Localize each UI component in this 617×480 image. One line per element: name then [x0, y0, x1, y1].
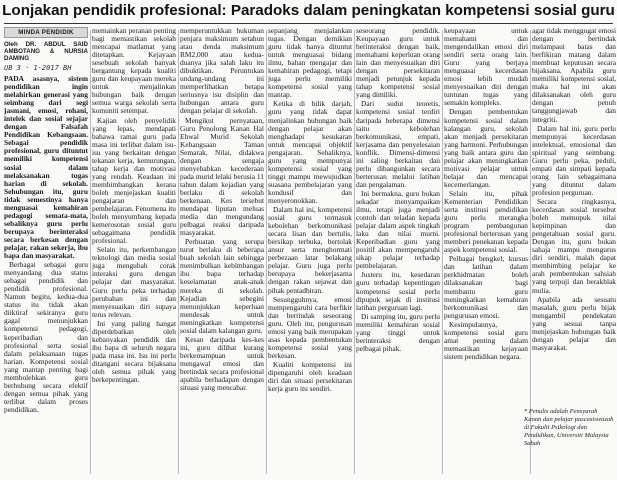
article-column-5: [356, 27, 440, 477]
article-column-7: [532, 27, 616, 403]
paragraph: Secara ringkasnya, kecerdasan sosial tersebut boleh memupuk nilai kepimpinan dan pengetahuan sosial guru. Dengan itu, guru bukan sahaja mampu mengurus diri sendiri, malah dapat membimbing pelajar ke arah pembentukan sahsiah yang terpuji dan berakhlak mulia.: [532, 196, 616, 295]
article-headline: Lonjakan pendidik profesional: Paradoks dalam peningkatan kompetensi sosial guru: [2, 2, 615, 19]
paragraph: Apabila ada sesuatu masalah, guru perlu bijak mengambil pendekatan yang sesuai tanpa menjejaskan hubungan baik dengan pelajar dan masyarakat.: [532, 294, 616, 352]
paragraph: Di samping itu, guru perlu memiliki kemahiran sosial yang tinggi untuk berinteraksi dengan pelbagai pihak.: [356, 311, 440, 353]
headline-rule: [4, 23, 613, 24]
paragraph: Ini bermakna, guru bukan sekadar menyampaikan ilmu, tetapi juga menjadi contoh dan teladan kepada pelajar dalam aspek tingkah laku dan nilai murni. Keperibadian guru yang positif akan mempengaruhi sikap pelajar terhadap pembelajaran.: [356, 188, 440, 271]
paragraph: Dari sudut teoretis, kompetensi sosial terdiri daripada beberapa dimensi iaitu kebolehan berkomunikasi, empati, kerjasama dan penyelesaian konflik. Dimensi-dimensi ini saling berkaitan dan perlu dibangunkan secara berterusan melalui latihan dan pengalaman.: [356, 99, 440, 189]
paragraph: memperuntukkan hukuman penjara maksimum setahun atau denda maksimum RM2,000 atau kedua-duanya jika salah laku itu dibuktikan. Peruntukan undang-undang ini memperlihatkan betapa seriusnya isu disiplin dan hubungan antara guru dengan pelajar di sekolah.: [180, 27, 264, 116]
paragraph: Selain itu, pihak Kementerian Pendidikan serta institusi pendidikan guru perlu merangka program pembangunan profesional berterusan yang memberi penekanan kepada aspek kompetensi sosial.: [444, 188, 528, 255]
paragraph: agar tidak menggugat emosi dengan bertindak melampaui batas dan berfikiran matang dalam membuat keputusan secara bijaksana. Apabila guru memiliki kompetensi sosial, maka hal ini akan dilaksanakan oleh guru dengan penuh tanggungjawab dan integriti.: [532, 27, 616, 124]
article-column-3: [180, 27, 264, 477]
paragraph: Kesan daripada kes-kes ini, guru dilihat kurang berkemampuan untuk mengawal emosi dan bertindak secara profesional apabila berhadapan dengan situasi yang mencabar.: [180, 334, 264, 393]
paragraph: Kualiti kompetensi ini dipengaruhi oleh keadaan diri dan situasi persekitaran kerja guru itu sendiri.: [268, 359, 352, 394]
column-divider: [90, 30, 91, 474]
paragraph: Dengan pembentukan kompetensi sosial dalam kalangan guru, sekolah akan menjadi persekitaran yang harmoni. Perhubungan yang baik antara guru dan pelajar akan meningkatkan motivasi pelajar untuk belajar dan mencapai kecemerlangan.: [444, 107, 528, 189]
article-column-2: [92, 27, 176, 477]
paragraph: Ini yang paling hangat diperdebatkan oleh kebanyakan pendidik dan ibu bapa di seluruh negara pada masa ini. Isu ini perlu ditangani secara bijaksana oleh semua pihak yang berkepentingan.: [92, 318, 176, 385]
author-bio: * Penulis adalah Pensyarah Kanan dan pelajar pascasiswazah di Fakulti Psikologi dan Pendidikan, Universiti Malaysia Sabah: [524, 408, 614, 448]
paragraph: seseorang pendidik. Keupayaan guru untuk berinteraksi dengan baik, memahami keperluan orang lain dan menyesuaikan diri dengan persekitaran menjadi petunjuk kepada tahap kompetensi sosial yang dimiliki.: [356, 27, 440, 100]
handwritten-date-note: UB 3 · 1·2017 BH: [4, 64, 72, 72]
column-divider: [266, 30, 267, 474]
paragraph: Ketika di bilik darjah, guru yang tidak dapat menjalinkan hubungan baik dengan pelajar akan menghadapi kesukaran untuk mencapai objektif pengajaran. Sebaliknya, guru yang mempunyai kompetensi sosial yang tinggi mampu mewujudkan suasana pembelajaran yang kondusif dan menyeronokkan.: [268, 99, 352, 205]
paragraph: Sesungguhnya, emosi mempengaruhi cara berfikir dan bertindak seseorang guru. Oleh itu, pengurusan emosi yang baik merupakan asas kepada pembentukan kompetensi sosial yang berkesan.: [268, 294, 352, 360]
paragraph: Berbagai sebagai guru menyandang dua status sebagai pendidik dan pendidik profesional. Namun begitu, kedua-dua status itu tidak akan diiktiraf sekiranya guru gagal menunjukkan kompetensi pedagogi, keperibadian dan profesional serta sosial dalam pelaksanaan tugas harian. Kompetensi sosial yang mantap penting bagi membolehkan guru berhubung secara efektif dengan semua pihak yang terlibat dalam proses pendidikan.: [4, 260, 88, 414]
column-divider: [442, 30, 443, 474]
paragraph: PADA asasnya, sistem pendidikan ingin melahirkan generasi yang seimbang dari segi jasmani, emosi, rohani, intelek dan sosial sejajar dengan Falsafah Pendidikan Kebangsaan. Sebagai pendidik profesional, guru dituntut memiliki kompetensi sosial dalam melaksanakan tugas harian di sekolah. Sehubungan itu, guru tidak semestinya hanya menguasai kemahiran pedagogi semata-mata, sebaliknya guru perlu berupaya berinteraksi secara berkesan dengan pelajar, rakan sekerja, ibu bapa dan masyarakat.: [4, 74, 88, 261]
paragraph: Justeru itu, kesedaran guru terhadap kepentingan kompetensi sosial perlu dipupuk sejak di institusi latihan perguruan lagi.: [356, 270, 440, 312]
section-label: MINDA PENDIDIK: [4, 27, 88, 38]
paragraph: Dalam hal ini, guru perlu mempunyai kecerdasan intelektual, emosional dan spiritual yang seimbang. Guru perlu peka, peduli, empati dan simpati kepada orang lain sebagaimana yang dituntut dalam profesion perguruan.: [532, 123, 616, 197]
article-column-6: [444, 27, 528, 477]
paragraph: sepanjang menjalankan tugas. Dengan demikian guru tidak hanya dituntut untuk menguasai bidang ilmu, bahan mengajar dan kemahiran pedagogi, tetapi juga perlu memiliki kompetensi sosial yang mantap.: [268, 27, 352, 100]
paragraph: Pelbagai bengkel, kursus dan latihan dalam perkhidmatan boleh dilaksanakan bagi membantu guru meningkatkan kemahiran berkomunikasi dan pengurusan emosi.: [444, 254, 528, 320]
article-column-4: [268, 27, 352, 477]
paragraph: Kesimpulannya, kompetensi sosial guru amat penting dalam memastikan kejayaan sistem pendidikan negara.: [444, 319, 528, 361]
paragraph: Mengikut pernyataan, Guru Penolong Kanan Hal Ehwal Murid Sekolah Kebangsaan Taman Semarak, Nilai, didakwa dengan sengaja menyebabkan kecederaan pada murid lelaki berusia 11 tahun dalam kejadian yang berlaku di sekolah berkenaan. Kes tersebut mendapat liputan meluas media dan mengundang pelbagai reaksi daripada masyarakat.: [180, 115, 264, 238]
paragraph: memainkan peranan penting bagi memastikan sekolah mencapai matlamat yang ditetapkan. Kejayaan sesebuah sekolah banyak bergantung kepada kualiti guru dan keupayaan mereka untuk menjalinkan hubungan baik dengan semua warga sekolah serta komuniti setempat.: [92, 27, 176, 116]
article-column-1: [4, 27, 88, 477]
paragraph: Dalam hal ini, kompetensi sosial guru termasuk kebolehan berkomunikasi secara lisan dan bertulis, bersikap terbuka, bertolak ansur serta menghormati perbezaan latar belakang pelajar. Guru juga perlu berupaya bekerjasama dengan rakan sejawat dan pihak pentadbiran.: [268, 205, 352, 295]
column-divider: [354, 30, 355, 474]
column-divider: [178, 30, 179, 474]
paragraph: Perbuatan yang serupa turut berlaku di beberapa buah sekolah lain sehingga menimbulkan kebimbangan ibu bapa terhadap keselamatan anak-anak mereka di sekolah. Kejadian sebegini menunjukkan keperluan mendesak untuk meningkatkan kompetensi sosial dalam kalangan guru.: [180, 237, 264, 335]
paragraph: keupayaan untuk memahami dan mengendalikan emosi diri sendiri serta orang lain. Guru yang berjaya menguasai kecerdasan emosi lebih mudah menyesuaikan diri dengan tuntutan tugas yang semakin kompleks.: [444, 27, 528, 108]
paragraph: Selain itu, perkembangan teknologi dan media sosial juga mengubah corak interaksi guru dengan pelajar dan masyarakat. Guru perlu peka terhadap perubahan ini dan menyesuaikan diri supaya terus relevan.: [92, 245, 176, 319]
paragraph: Kajian oleh penyelidik yang lepas, mendapati bahawa ramai guru pada masa ini terlibat dalam isu-isu yang berkaitan dengan tekanan kerja, kemurungan, tahap kerja dan motivasi yang rendah. Keadaan ini membimbangkan kerana boleh menjejaskan kualiti pengajaran dan pembelajaran. Fenomena itu boleh menyumbang kepada kemerosotan sosial guru sebagaimana pendidik profesional.: [92, 115, 176, 246]
author-byline: Oleh DR. ABDUL SAID AMBOTANG & NURSIA DAMING: [4, 41, 88, 62]
